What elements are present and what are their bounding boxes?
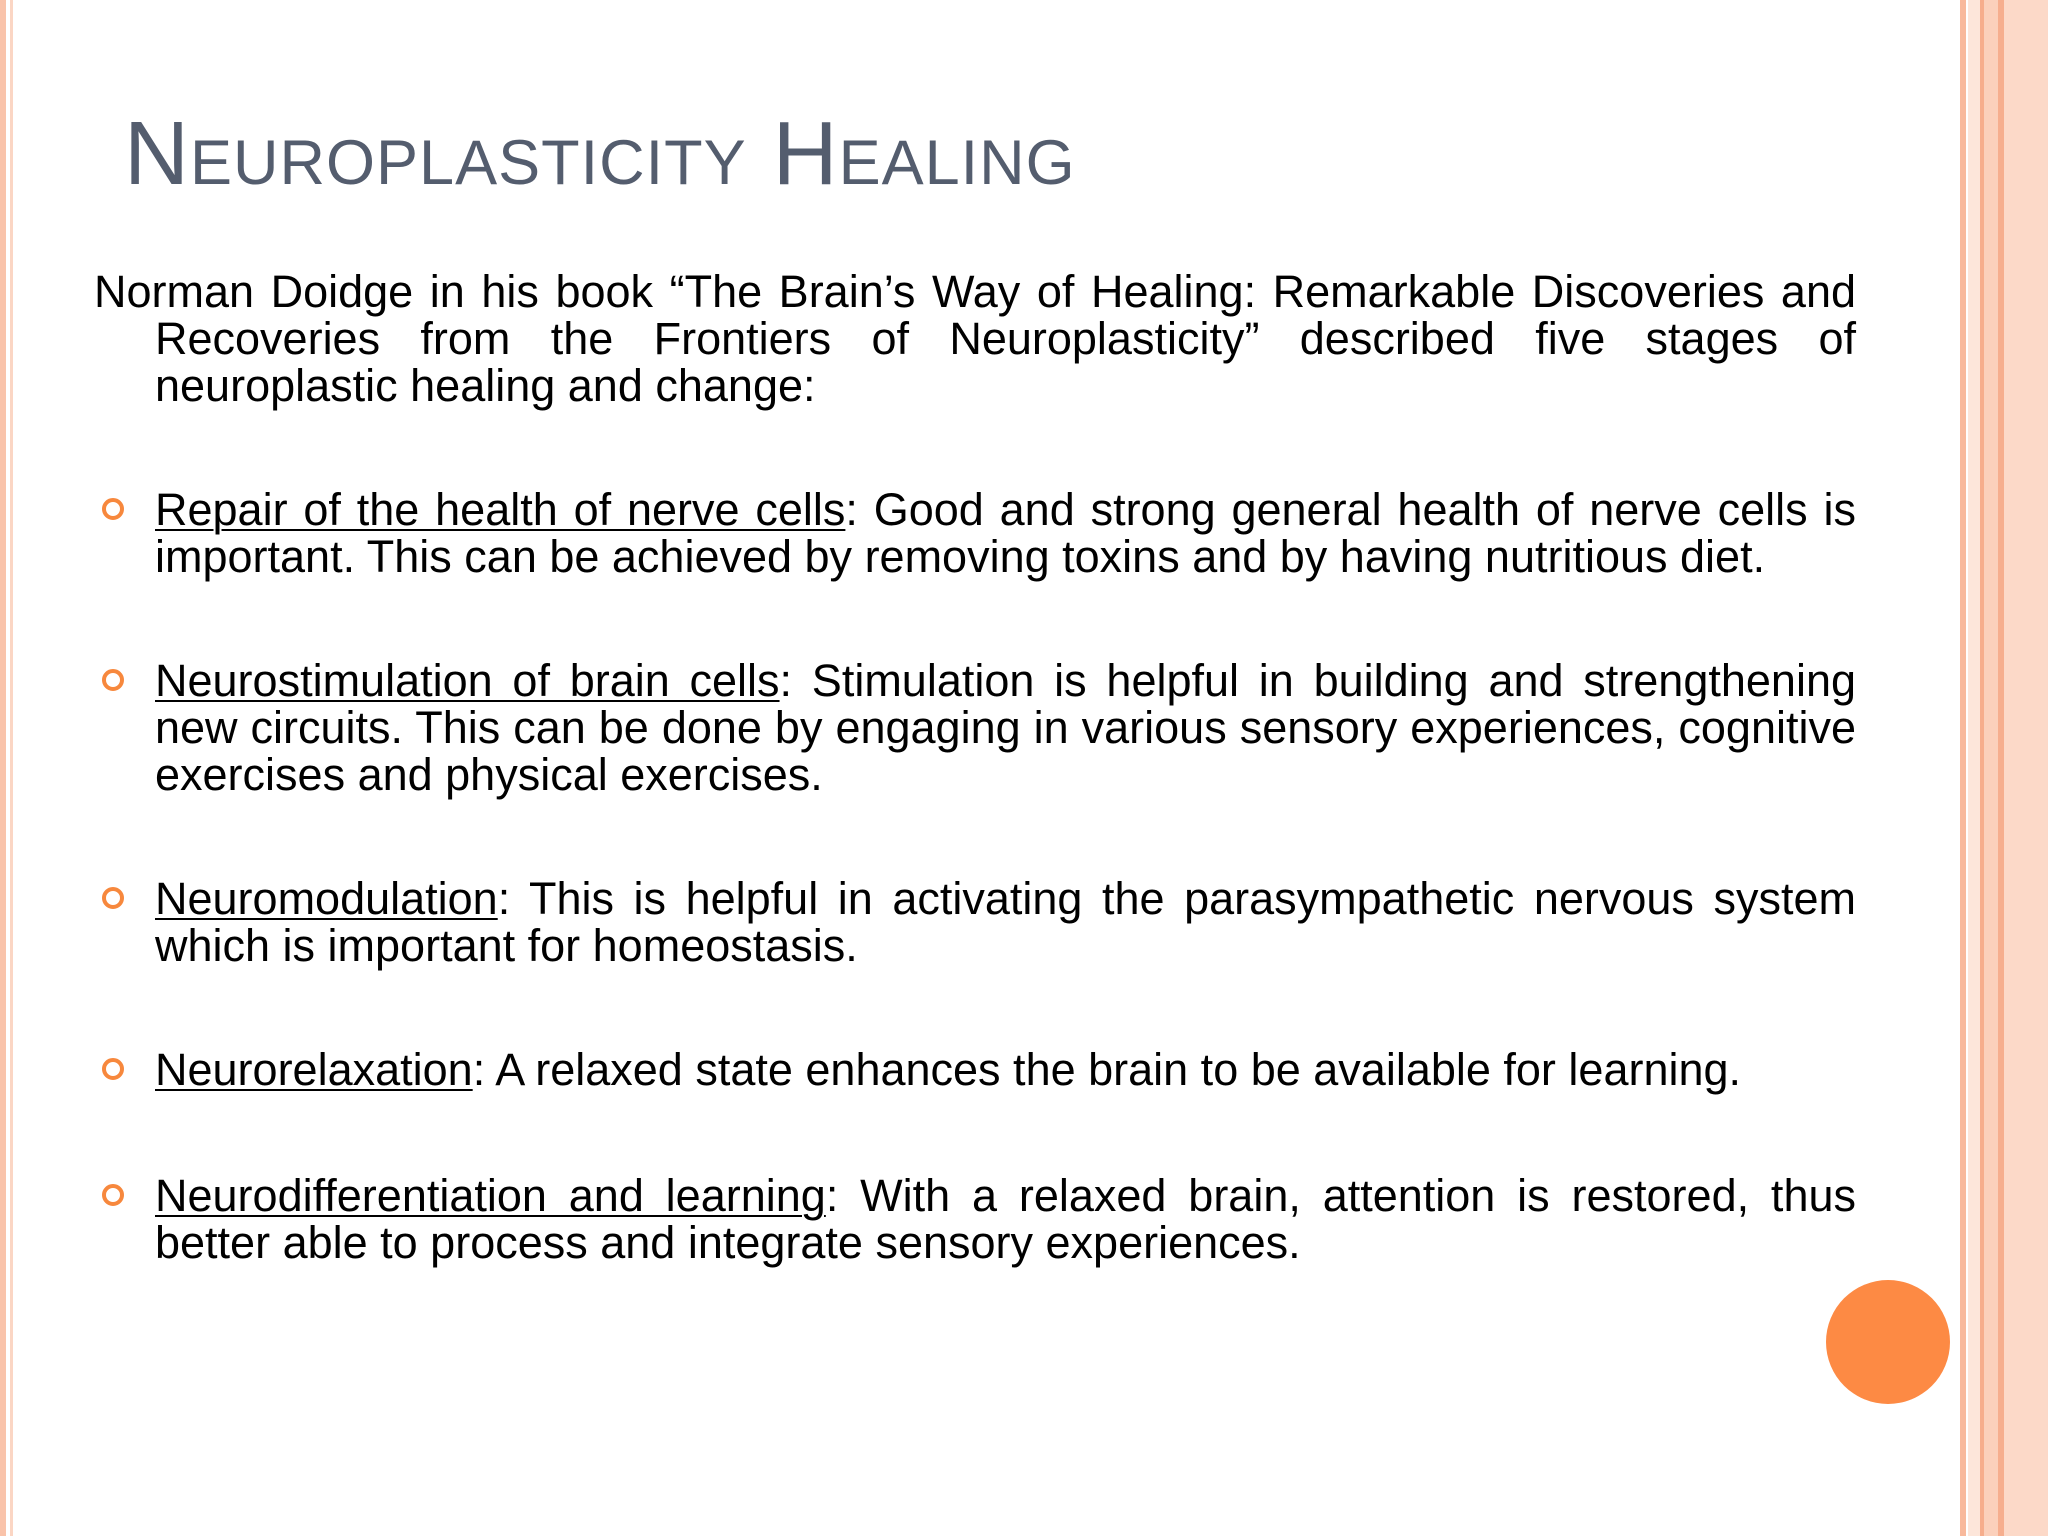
bullet-circle-icon bbox=[102, 498, 124, 520]
right-border-stripe bbox=[1960, 0, 1966, 1536]
left-border-stripe-inner bbox=[10, 0, 13, 1536]
right-border-stripe bbox=[2004, 0, 2048, 1536]
bullet-term: Neurodifferentiation and learning bbox=[155, 1170, 826, 1221]
bullet-circle-icon bbox=[102, 1058, 124, 1080]
bullet-text: : With a relaxed brain, attention is restored, thus better able to process and integrate sensory experiences. bbox=[155, 1170, 1856, 1268]
list-item bbox=[94, 1046, 1856, 1093]
bullet-text: : Stimulation is helpful in building and strengthening new circuits. This can be done by engaging in various sensory experiences, cognitive exercises and physical exercises. bbox=[155, 655, 1856, 800]
intro-paragraph: Norman Doidge in his book “The Brain’s Way of Healing: Remarkable Discoveries and Recoveries from the Frontiers of Neuroplasticity” described five stages of neuroplastic healing and change: bbox=[94, 266, 1856, 411]
slide-title: Neuroplasticity Healing bbox=[124, 104, 1076, 204]
bullet-circle-icon bbox=[102, 669, 124, 691]
list-item bbox=[94, 875, 1856, 969]
bullet-text: : A relaxed state enhances the brain to be available for learning. bbox=[472, 1044, 1742, 1095]
list-item bbox=[94, 1172, 1856, 1266]
slide-body bbox=[94, 268, 1856, 1266]
list-item bbox=[94, 486, 1856, 580]
bullet-term: Neuromodulation bbox=[155, 873, 498, 924]
bullet-term: Neurorelaxation bbox=[155, 1044, 473, 1095]
stages-list bbox=[94, 486, 1856, 1266]
right-border-stripe bbox=[1984, 0, 1998, 1536]
bullet-circle-icon bbox=[102, 1184, 124, 1206]
bullet-text: : Good and strong general health of nerve cells is important. This can be achieved by removing toxins and by having nutritious diet. bbox=[155, 484, 1856, 582]
bullet-text: : This is helpful in activating the parasympathetic nervous system which is important for homeostasis. bbox=[155, 873, 1856, 971]
left-border-stripe bbox=[0, 0, 6, 1536]
right-border-stripe bbox=[1968, 0, 1980, 1536]
bullet-term: Repair of the health of nerve cells bbox=[155, 484, 846, 535]
decorative-orange-circle bbox=[1826, 1280, 1950, 1404]
bullet-circle-icon bbox=[102, 887, 124, 909]
list-item bbox=[94, 657, 1856, 798]
bullet-term: Neurostimulation of brain cells bbox=[155, 655, 780, 706]
